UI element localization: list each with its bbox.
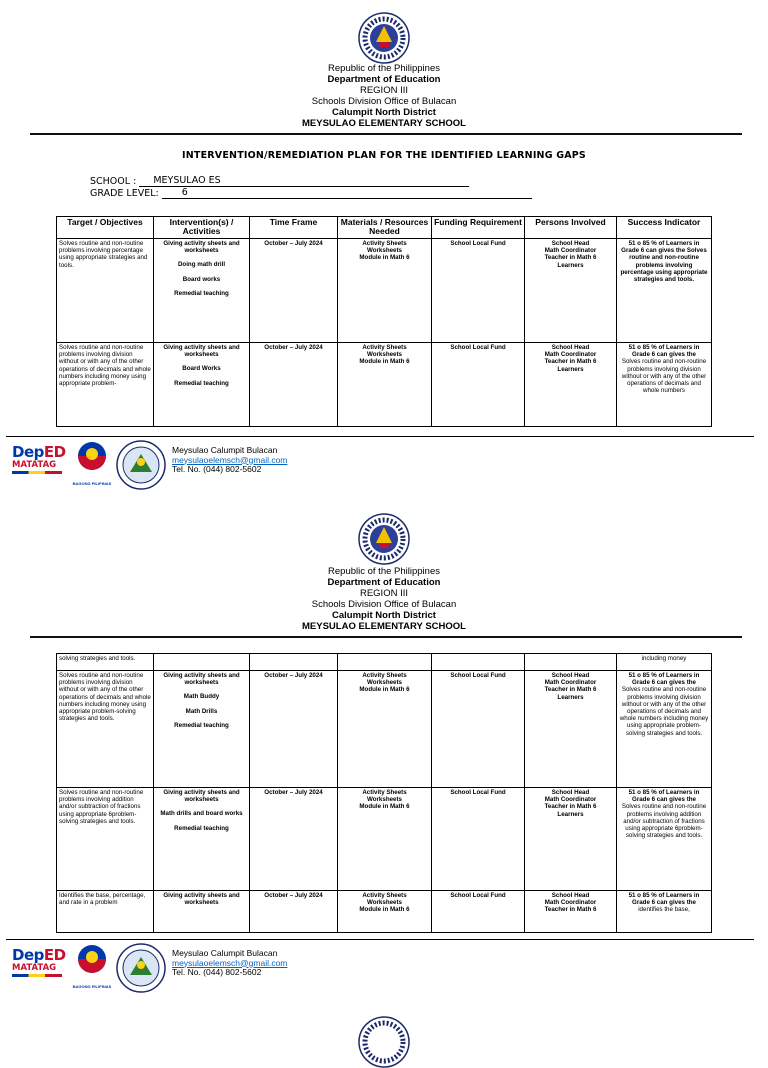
column-header: Target / Objectives [57,217,154,239]
column-header: Success Indicator [617,217,712,239]
cell-text: Solves routine and non-routine problems involving division without or with any of the other operations of decimals and whole numbers including money using appropriate problem- [59,344,151,388]
school-field [90,175,469,187]
success-indicator-cell [617,891,712,933]
cell-text: School Local Fund [450,789,506,796]
success-indicator-cell [617,654,712,671]
cell-text: Giving activity sheets and worksheets [163,789,240,804]
table-row [57,343,712,427]
cell-text: Math Coordinator [544,899,597,907]
objective-cell [57,654,154,671]
cell-text: Teacher in Math 6 [544,803,597,811]
table-row [57,891,712,933]
page-1 [0,0,768,500]
cell-text: 51 o 85 % of Learners in Grade 6 can gives the [628,672,700,687]
cell-text: Module in Math 6 [359,803,410,811]
table-body [57,654,712,933]
cell-text: School Head [551,240,590,247]
funding-cell [432,343,525,427]
objective-cell [57,891,154,933]
district-line: Calumpit North District [332,107,436,118]
school-seal-icon [116,440,166,490]
cell-text: School Head [551,344,590,351]
materials-cell [338,671,432,788]
table-row [57,788,712,891]
cell-text: Giving activity sheets and worksheets [163,240,240,255]
table-header-row [57,217,712,239]
cell-text: Module in Math 6 [359,358,410,366]
cell-text: Solves routine and non-routine problems involving addition and/or subtraction of fractions using appropriate 6problem- solving strategies and tools. [59,789,144,825]
footer-divider [6,436,754,437]
success-indicator-cell [617,671,712,788]
grade-field [90,187,532,199]
republic-line: Republic of the Philippines [328,566,440,577]
cell-text: Math Coordinator [544,796,597,804]
cell-text: Module in Math 6 [359,686,410,694]
funding-cell [432,671,525,788]
cell-text: Learners [557,693,584,701]
table-row [57,671,712,788]
bagong-pilipinas-icon [70,943,114,979]
deped-logo-dep: Dep [12,443,44,461]
cell-text: Activity Sheets [362,240,407,247]
persons-cell [525,654,617,671]
cell-text: solving strategies and tools. [59,655,136,662]
header-divider [30,636,742,638]
cell-text: School Local Fund [450,240,506,247]
table-row [57,239,712,343]
persons-cell [525,788,617,891]
division-line: Schools Division Office of Bulacan [311,96,457,107]
funding-cell [432,788,525,891]
time-frame-cell [250,654,338,671]
materials-cell [338,239,432,343]
table-row [57,654,712,671]
footer-divider [6,939,754,940]
district-line: Calumpit North District [332,610,436,621]
document-title: INTERVENTION/REMEDIATION PLAN FOR THE IDENTIFIED LEARNING GAPS [182,150,586,161]
cell-text: Activity Sheets [362,344,407,351]
deped-logo-ed: ED [43,443,66,461]
school-label: SCHOOL : [90,176,137,187]
column-header: Intervention(s) / Activities [154,217,250,239]
cell-text: October – July 2024 [264,892,323,899]
cell-text: October – July 2024 [264,344,323,351]
grade-underline [162,187,532,199]
cell-text: Worksheets [367,247,402,255]
cell-text: including money [641,655,687,662]
cell-text: Giving activity sheets and worksheets [163,892,240,907]
flag-stripe [12,974,62,977]
cell-text: School Head [551,789,590,796]
column-header: Persons Involved [525,217,617,239]
header-divider [30,133,742,135]
table-body [57,239,712,427]
school-value: MEYSULAO ES [153,175,221,186]
republic-line: Republic of the Philippines [328,63,440,74]
materials-cell [338,343,432,427]
success-indicator-cell [617,788,712,891]
cell-text: October – July 2024 [264,240,323,247]
cell-text: Worksheets [367,796,402,804]
deped-matatag-logo [12,947,64,977]
intervention-cell [154,671,250,788]
cell-text: Solves routine and non-routine problems involving division without or with any of the other operations of decimals and whole numbers [621,358,707,395]
cell-text: Giving activity sheets and worksheets [163,672,240,687]
plan-table-page1 [56,216,712,427]
time-frame-cell [250,343,338,427]
department-line: Department of Education [327,74,441,85]
school-name-line: MEYSULAO ELEMENTARY SCHOOL [302,621,466,632]
cell-text: Solves routine and non-routine problems involving division without or with any of the other operations of decimals and whole numbers including money using appropriate problem-solving strategies and tools. [619,686,709,737]
division-line: Schools Division Office of Bulacan [311,599,457,610]
cell-text: Learners [557,261,584,269]
footer-address: Meysulao Calumpit Bulacan [172,948,278,958]
objective-cell [57,671,154,788]
footer-tel: Tel. No. (044) 802-5602 [172,967,262,977]
objective-cell [57,343,154,427]
time-frame-cell [250,788,338,891]
cell-text: Doing math drill [177,261,226,269]
flag-stripe [12,471,62,474]
intervention-cell [154,654,250,671]
cell-text: Math drills and board works [160,810,243,818]
footer-contact [172,446,287,475]
intervention-cell [154,343,250,427]
cell-text: Teacher in Math 6 [544,358,597,366]
school-underline [139,175,469,187]
success-indicator-cell [617,343,712,427]
footer-contact [172,949,287,978]
cell-text: Teacher in Math 6 [544,254,597,262]
time-frame-cell [250,891,338,933]
cell-text: Worksheets [367,679,402,687]
cell-text: Math Drills [185,707,218,715]
cell-text: Module in Math 6 [359,906,410,914]
funding-cell [432,654,525,671]
cell-text: Remedial teaching [174,721,229,729]
cell-text: Module in Math 6 [359,254,410,262]
deped-seal-icon [358,12,410,64]
cell-text: Math Buddy [183,693,220,701]
region-line: REGION III [359,588,409,599]
intervention-cell [154,891,250,933]
time-frame-cell [250,239,338,343]
plan-table-page2 [56,653,712,933]
cell-text: Remedial teaching [174,824,229,832]
cell-text: School Local Fund [450,892,506,899]
cell-text: School Local Fund [450,672,506,679]
deped-seal-icon [358,513,410,565]
cell-text: 51 o 85 % of Learners in Grade 6 can gives the [628,892,700,907]
deped-matatag-logo [12,444,64,474]
grade-value: 6 [181,187,188,198]
footer-tel: Tel. No. (044) 802-5602 [172,464,262,474]
bagong-pilipinas-logo [70,943,114,987]
footer-email-link[interactable]: meysulaoelemsch@gmail.com [172,957,288,968]
funding-cell [432,891,525,933]
cell-text: School Head [551,672,590,679]
objective-cell [57,239,154,343]
grade-label: GRADE LEVEL: [90,188,159,199]
cell-text: Learners [557,365,584,373]
cell-text: Activity Sheets [362,789,407,796]
materials-cell [338,891,432,933]
bagong-pilipinas-label: BAGONG PILIPINAS [72,481,112,486]
bagong-pilipinas-icon [70,440,114,476]
funding-cell [432,239,525,343]
letterhead [0,566,768,632]
deped-logo-dep: Dep [12,946,44,964]
cell-text: Worksheets [367,351,402,359]
materials-cell [338,654,432,671]
intervention-cell [154,788,250,891]
cell-text: School Local Fund [450,344,506,351]
cell-text: Activity Sheets [362,892,407,899]
cell-text: 51 o 85 % of Learners in Grade 6 can gives the [628,789,700,804]
persons-cell [525,891,617,933]
school-seal-icon [116,943,166,993]
deped-logo-ed: ED [43,946,66,964]
department-line: Department of Education [327,577,441,588]
school-name-line: MEYSULAO ELEMENTARY SCHOOL [302,118,466,129]
footer-email-link[interactable]: meysulaoelemsch@gmail.com [172,454,288,465]
cell-text: Worksheets [367,899,402,907]
cell-text: 51 o 85 % of Learners in Grade 6 can gives the [628,344,700,359]
materials-cell [338,788,432,891]
cell-text: Solves routine and non-routine problems involving division without or with any of the other operations of decimals and whole numbers including money using appropriate problem-solving strategies and tools. [59,672,151,723]
time-frame-cell [250,671,338,788]
cell-text: Solves routine and non-routine problems involving addition and/or subtraction of fractions using appropriate 6problem-solving strategies and tools. [621,803,707,840]
matatag-label: MATATAG [12,963,57,973]
column-header: Time Frame [250,217,338,239]
persons-cell [525,671,617,788]
bagong-pilipinas-logo [70,440,114,484]
cell-text: Giving activity sheets and worksheets [163,344,240,359]
cell-text: Remedial teaching [174,379,229,387]
matatag-label: MATATAG [12,460,57,470]
persons-cell [525,343,617,427]
column-header: Materials / Resources Needed [338,217,432,239]
cell-text: Board Works [182,365,221,373]
cell-text: Solves routine and non-routine problems involving percentage using appropriate strategies and tools. [59,240,148,269]
cell-text: Board works [182,275,221,283]
cell-text: Identifies the base, percentage, and rate in a problem [59,892,146,907]
column-header: Funding Requirement [432,217,525,239]
cell-text: Learners [557,810,584,818]
persons-cell [525,239,617,343]
bagong-pilipinas-label: BAGONG PILIPINAS [72,984,112,989]
cell-text: October – July 2024 [264,672,323,679]
cell-text: Math Coordinator [544,351,597,359]
cell-text: School Head [551,892,590,899]
cell-text: Math Coordinator [544,247,597,255]
objective-cell [57,788,154,891]
cell-text: Teacher in Math 6 [544,686,597,694]
intervention-cell [154,239,250,343]
cell-text: Math Coordinator [544,679,597,687]
cell-text: Activity Sheets [362,672,407,679]
footer-address: Meysulao Calumpit Bulacan [172,445,278,455]
cell-text: Teacher in Math 6 [544,906,597,914]
letterhead [0,63,768,129]
region-line: REGION III [359,85,409,96]
success-indicator-cell [617,239,712,343]
cell-text: 51 o 85 % of Learners in Grade 6 can gives the Solves routine and non-routine problems involving percentage using appropriate strategies and tools. [620,240,708,284]
cell-text: October – July 2024 [264,789,323,796]
cell-text: identifies the base, [638,906,690,914]
cell-text: Remedial teaching [174,289,229,297]
